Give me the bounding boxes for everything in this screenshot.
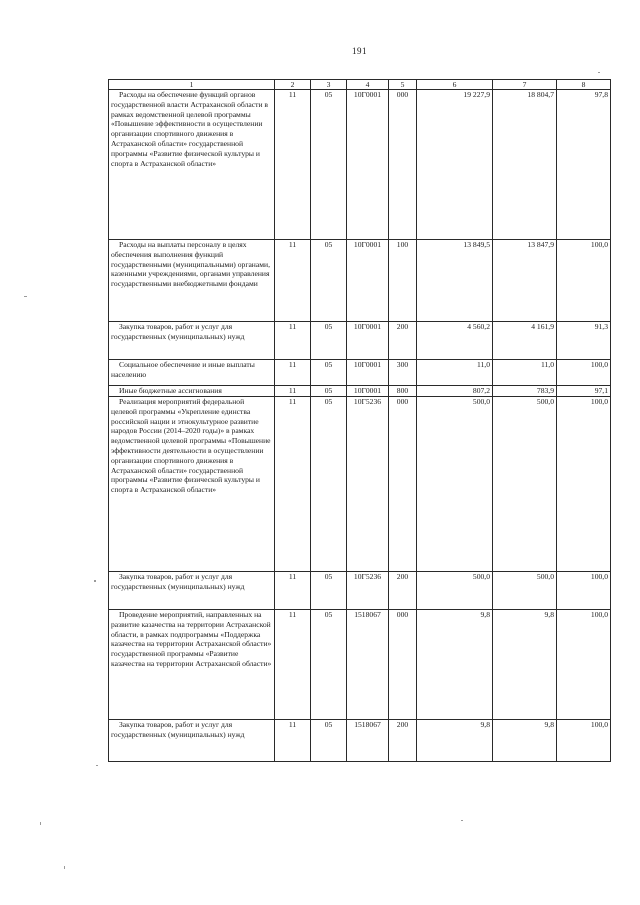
cell-vr: 000 xyxy=(389,90,417,240)
cell-pct: 97,1 xyxy=(557,386,611,397)
cell-razdel: 11 xyxy=(275,322,311,360)
row-name: Проведение мероприятий, направленных на развитие казачества на территории Астраханской области, в рамках подпрограммы «Поддержка казачества на территории Астраханской области» государственной программы «Развитие казачества на территории Астраханской области» xyxy=(109,610,275,720)
table-row xyxy=(109,610,611,720)
cell-fact: 9,8 xyxy=(493,610,557,720)
scan-speck xyxy=(96,765,98,766)
cell-razdel: 11 xyxy=(275,90,311,240)
cell-csr: 1518067 xyxy=(347,610,389,720)
cell-plan: 9,8 xyxy=(417,610,493,720)
header-cell: 5 xyxy=(389,80,417,90)
cell-razdel: 11 xyxy=(275,610,311,720)
cell-plan: 4 560,2 xyxy=(417,322,493,360)
cell-pct: 100,0 xyxy=(557,240,611,322)
header-cell: 2 xyxy=(275,80,311,90)
cell-vr: 200 xyxy=(389,572,417,610)
scan-speck xyxy=(461,820,463,821)
table-row xyxy=(109,360,611,386)
table-row xyxy=(109,386,611,397)
cell-plan: 500,0 xyxy=(417,572,493,610)
table-row xyxy=(109,720,611,762)
page-number: 191 xyxy=(352,46,367,56)
cell-csr: 10Г0001 xyxy=(347,360,389,386)
cell-podrazdel: 05 xyxy=(311,386,347,397)
table-row xyxy=(109,572,611,610)
cell-csr: 10Г0001 xyxy=(347,386,389,397)
cell-podrazdel: 05 xyxy=(311,720,347,762)
scan-speck xyxy=(598,72,600,73)
header-cell: 6 xyxy=(417,80,493,90)
cell-plan: 807,2 xyxy=(417,386,493,397)
cell-pct: 100,0 xyxy=(557,397,611,572)
cell-fact: 500,0 xyxy=(493,397,557,572)
cell-csr: 1518067 xyxy=(347,720,389,762)
row-name: Закупка товаров, работ и услуг для государственных (муниципальных) нужд xyxy=(109,572,275,610)
cell-fact: 18 804,7 xyxy=(493,90,557,240)
cell-vr: 300 xyxy=(389,360,417,386)
header-cell: 8 xyxy=(557,80,611,90)
row-name: Расходы на выплаты персоналу в целях обеспечения выполнения функций государственными (муниципальными) органами, казенными учреждениями, органами управления государственными внебюджетными фондами xyxy=(109,240,275,322)
cell-pct: 100,0 xyxy=(557,610,611,720)
cell-podrazdel: 05 xyxy=(311,360,347,386)
cell-csr: 10Г5236 xyxy=(347,397,389,572)
row-name: Иные бюджетные ассигнования xyxy=(109,386,275,397)
cell-razdel: 11 xyxy=(275,572,311,610)
cell-vr: 100 xyxy=(389,240,417,322)
budget-table xyxy=(108,79,611,762)
cell-vr: 000 xyxy=(389,397,417,572)
table-row xyxy=(109,90,611,240)
cell-razdel: 11 xyxy=(275,720,311,762)
cell-fact: 500,0 xyxy=(493,572,557,610)
row-name: Закупка товаров, работ и услуг для государственных (муниципальных) нужд xyxy=(109,322,275,360)
header-cell: 7 xyxy=(493,80,557,90)
cell-fact: 13 847,9 xyxy=(493,240,557,322)
cell-razdel: 11 xyxy=(275,360,311,386)
cell-razdel: 11 xyxy=(275,240,311,322)
cell-vr: 200 xyxy=(389,322,417,360)
cell-fact: 9,8 xyxy=(493,720,557,762)
cell-podrazdel: 05 xyxy=(311,322,347,360)
header-cell: 3 xyxy=(311,80,347,90)
cell-razdel: 11 xyxy=(275,386,311,397)
cell-vr: 800 xyxy=(389,386,417,397)
cell-pct: 100,0 xyxy=(557,360,611,386)
scan-speck xyxy=(24,296,27,297)
header-row xyxy=(109,80,611,90)
cell-plan: 13 849,5 xyxy=(417,240,493,322)
cell-pct: 91,3 xyxy=(557,322,611,360)
header-cell: 4 xyxy=(347,80,389,90)
table-row xyxy=(109,397,611,572)
cell-csr: 10Г5236 xyxy=(347,572,389,610)
row-name: Реализация мероприятий федеральной целевой программы «Укрепление единства российской нации и этнокультурное развитие народов России (2014–2020 годы)» в рамках ведомственной целевой программы «Повышение эффективности деятельности в осуществлении организации спортивного движения в Астраханской области» государственной программы «Развитие физической культуры и спорта в Астраханской области» xyxy=(109,397,275,572)
row-name: Социальное обеспечение и иные выплаты населению xyxy=(109,360,275,386)
table-row xyxy=(109,240,611,322)
cell-plan: 11,0 xyxy=(417,360,493,386)
cell-podrazdel: 05 xyxy=(311,397,347,572)
cell-plan: 500,0 xyxy=(417,397,493,572)
cell-plan: 19 227,9 xyxy=(417,90,493,240)
cell-vr: 000 xyxy=(389,610,417,720)
cell-csr: 10Г0001 xyxy=(347,322,389,360)
row-name: Расходы на обеспечение функций органов государственной власти Астраханской области в рамках ведомственной целевой программы «Повышение эффективности в осуществлении организации спортивного движения в Астраханской области» государственной программы «Развитие физической культуры и спорта в Астраханской области» xyxy=(109,90,275,240)
scan-speck xyxy=(94,580,96,582)
row-name: Закупка товаров, работ и услуг для государственных (муниципальных) нужд xyxy=(109,720,275,762)
cell-csr: 10Г0001 xyxy=(347,240,389,322)
cell-pct: 100,0 xyxy=(557,720,611,762)
cell-fact: 783,9 xyxy=(493,386,557,397)
cell-podrazdel: 05 xyxy=(311,572,347,610)
cell-plan: 9,8 xyxy=(417,720,493,762)
cell-csr: 10Г0001 xyxy=(347,90,389,240)
cell-podrazdel: 05 xyxy=(311,610,347,720)
scan-speck xyxy=(64,866,65,869)
cell-podrazdel: 05 xyxy=(311,240,347,322)
cell-podrazdel: 05 xyxy=(311,90,347,240)
cell-pct: 97,8 xyxy=(557,90,611,240)
scan-speck xyxy=(40,822,41,825)
cell-vr: 200 xyxy=(389,720,417,762)
cell-razdel: 11 xyxy=(275,397,311,572)
cell-pct: 100,0 xyxy=(557,572,611,610)
cell-fact: 11,0 xyxy=(493,360,557,386)
header-cell: 1 xyxy=(109,80,275,90)
cell-fact: 4 161,9 xyxy=(493,322,557,360)
table-row xyxy=(109,322,611,360)
